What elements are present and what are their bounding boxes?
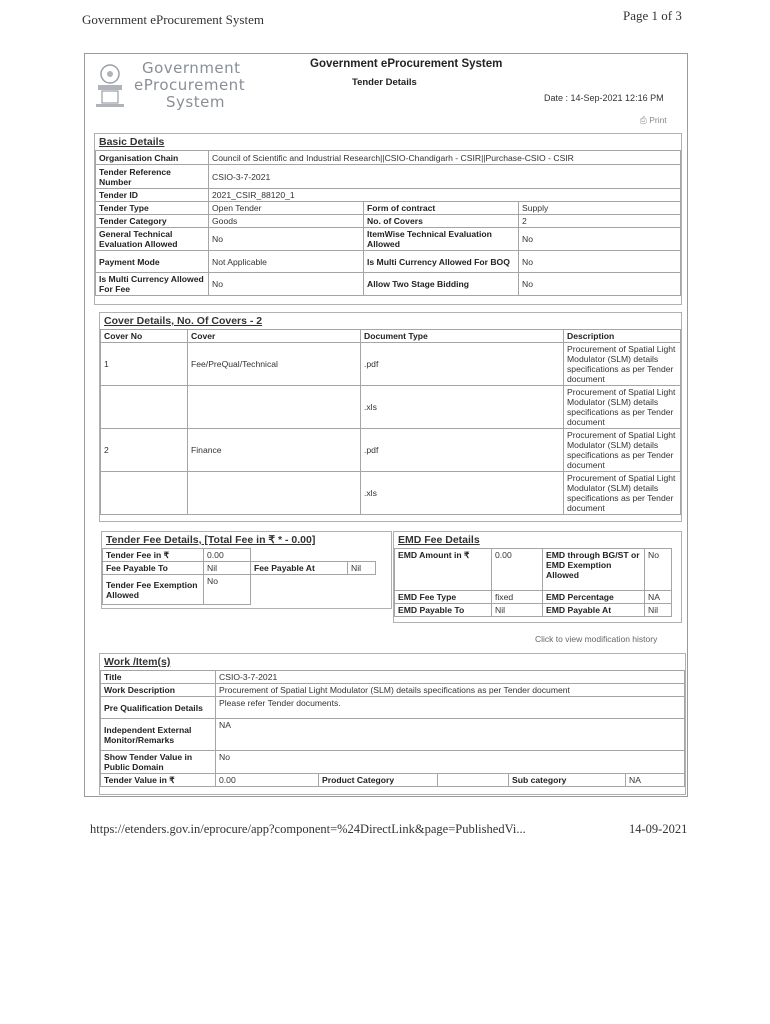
cover-doc-type: .xls (361, 472, 564, 515)
cover-details-table (100, 329, 681, 515)
no-covers-value: 2 (519, 215, 681, 228)
emd-payable-at-value: Nil (645, 604, 672, 617)
product-category-label: Product Category (319, 774, 438, 787)
form-contract-value: Supply (519, 202, 681, 215)
work-items-section (99, 653, 686, 795)
payment-mode-value: Not Applicable (209, 251, 364, 273)
cover-no: 1 (101, 343, 188, 386)
no-covers-label: No. of Covers (364, 215, 519, 228)
fee-payable-to-value: Nil (204, 562, 251, 575)
cover-name: Finance (188, 429, 361, 472)
logo-text (134, 60, 245, 111)
work-items-table (100, 670, 685, 787)
sub-category-value: NA (626, 774, 685, 787)
tender-fee-table (102, 548, 376, 605)
cover-name (188, 472, 361, 515)
emd-percentage-label: EMD Percentage (543, 591, 645, 604)
cover-description: Procurement of Spatial Light Modulator (SLM) details specifications as per Tender document (564, 386, 681, 429)
table-row (101, 429, 681, 472)
basic-details-table (95, 150, 681, 296)
tender-fee-label: Tender Fee in ₹ (103, 549, 204, 562)
printer-icon: ⎙ (640, 115, 647, 125)
emd-fee-type-value: fixed (492, 591, 543, 604)
report-date: Date : 14-Sep-2021 12:16 PM (544, 93, 664, 103)
fee-payable-at-label: Fee Payable At (251, 562, 348, 575)
work-items-title: Work /Item(s) (104, 656, 171, 668)
tender-type-value: Open Tender (209, 202, 364, 215)
cover-description: Procurement of Spatial Light Modulator (SLM) details specifications as per Tender document (564, 343, 681, 386)
emblem-icon (90, 60, 130, 110)
logo-line-3: System (166, 93, 225, 111)
two-stage-value: No (519, 273, 681, 296)
cover-col-header: Cover No (101, 330, 188, 343)
emd-fee-type-label: EMD Fee Type (395, 591, 492, 604)
tender-fee-title: Tender Fee Details, [Total Fee in ₹ * - 0.00] (106, 534, 316, 546)
tender-fee-value: 0.00 (204, 549, 251, 562)
cover-name: Fee/PreQual/Technical (188, 343, 361, 386)
emd-amount-value: 0.00 (492, 549, 543, 591)
basic-details-section (94, 133, 682, 305)
tender-value-label: Tender Value in ₹ (101, 774, 216, 787)
payment-mode-label: Payment Mode (96, 251, 209, 273)
emd-amount-label: EMD Amount in ₹ (395, 549, 492, 591)
pre-qualification-value: Please refer Tender documents. (216, 697, 685, 719)
cover-description: Procurement of Spatial Light Modulator (SLM) details specifications as per Tender document (564, 472, 681, 515)
cover-details-section (99, 312, 682, 522)
emd-bg-label: EMD through BG/ST or EMD Exemption Allowed (543, 549, 645, 591)
sub-category-label: Sub category (509, 774, 626, 787)
multi-currency-boq-label: Is Multi Currency Allowed For BOQ (364, 251, 519, 273)
tender-ref-label: Tender Reference Number (96, 165, 209, 189)
cover-col-header: Document Type (361, 330, 564, 343)
fee-exemption-label: Tender Fee Exemption Allowed (103, 575, 204, 605)
portal-logo (90, 60, 270, 112)
basic-details-title: Basic Details (99, 136, 165, 148)
ite-label: ItemWise Technical Evaluation Allowed (364, 228, 519, 251)
work-title-label: Title (101, 671, 216, 684)
work-description-value: Procurement of Spatial Light Modulator (SLM) details specifications as per Tender document (216, 684, 685, 697)
cover-doc-type: .pdf (361, 429, 564, 472)
logo-line-1: Government (142, 59, 241, 77)
page-number: Page 1 of 3 (623, 8, 682, 23)
gte-value: No (209, 228, 364, 251)
cover-no: 2 (101, 429, 188, 472)
table-row (101, 386, 681, 429)
gte-label: General Technical Evaluation Allowed (96, 228, 209, 251)
ite-value: No (519, 228, 681, 251)
modification-history-link[interactable]: Click to view modification history (535, 634, 658, 644)
multi-currency-boq-value: No (519, 251, 681, 273)
iem-value: NA (216, 719, 685, 751)
footer-date: 14-09-2021 (629, 822, 688, 836)
cover-col-header: Description (564, 330, 681, 343)
portal-subtitle: Tender Details (352, 77, 417, 88)
org-chain-value: Council of Scientific and Industrial Research||CSIO-Chandigarh - CSIR||Purchase-CSIO - CSIR (209, 151, 681, 165)
cover-col-header: Cover (188, 330, 361, 343)
form-contract-label: Form of contract (364, 202, 519, 215)
tender-type-label: Tender Type (96, 202, 209, 215)
tender-value-value: 0.00 (216, 774, 319, 787)
fee-payable-at-value: Nil (348, 562, 376, 575)
org-chain-label: Organisation Chain (96, 151, 209, 165)
work-description-label: Work Description (101, 684, 216, 697)
show-tender-value-value: No (216, 751, 685, 774)
cover-no (101, 472, 188, 515)
emd-fee-section (393, 531, 682, 623)
pre-qualification-label: Pre Qualification Details (101, 697, 216, 719)
emd-payable-at-label: EMD Payable At (543, 604, 645, 617)
table-row (101, 343, 681, 386)
portal-title: Government eProcurement System (310, 58, 503, 70)
product-category-value (438, 774, 509, 787)
emd-fee-title: EMD Fee Details (398, 534, 480, 546)
tender-category-label: Tender Category (96, 215, 209, 228)
cover-doc-type: .xls (361, 386, 564, 429)
tender-ref-value: CSIO-3-7-2021 (209, 165, 681, 189)
fee-payable-to-label: Fee Payable To (103, 562, 204, 575)
cover-doc-type: .pdf (361, 343, 564, 386)
show-tender-value-label: Show Tender Value in Public Domain (101, 751, 216, 774)
two-stage-label: Allow Two Stage Bidding (364, 273, 519, 296)
emd-payable-to-label: EMD Payable To (395, 604, 492, 617)
page-header-title: Government eProcurement System (82, 12, 264, 27)
multi-currency-fee-value: No (209, 273, 364, 296)
tender-fee-section (101, 531, 392, 609)
work-title-value: CSIO-3-7-2021 (216, 671, 685, 684)
tender-id-value: 2021_CSIR_88120_1 (209, 189, 681, 202)
logo-line-2: eProcurement (134, 76, 246, 94)
cover-no (101, 386, 188, 429)
cover-details-title: Cover Details, No. Of Covers - 2 (104, 315, 263, 327)
table-row (101, 472, 681, 515)
print-button[interactable] (640, 115, 667, 126)
emd-payable-to-value: Nil (492, 604, 543, 617)
multi-currency-fee-label: Is Multi Currency Allowed For Fee (96, 273, 209, 296)
print-label: Print (649, 115, 667, 125)
cover-name (188, 386, 361, 429)
emd-bg-value: No (645, 549, 672, 591)
fee-exemption-value: No (204, 575, 251, 605)
emd-fee-table (394, 548, 672, 617)
footer-url: https://etenders.gov.in/eprocure/app?component=%24DirectLink&page=PublishedVi... (90, 822, 526, 836)
iem-label: Independent External Monitor/Remarks (101, 719, 216, 751)
tender-id-label: Tender ID (96, 189, 209, 202)
emd-percentage-value: NA (645, 591, 672, 604)
tender-category-value: Goods (209, 215, 364, 228)
cover-description: Procurement of Spatial Light Modulator (SLM) details specifications as per Tender document (564, 429, 681, 472)
